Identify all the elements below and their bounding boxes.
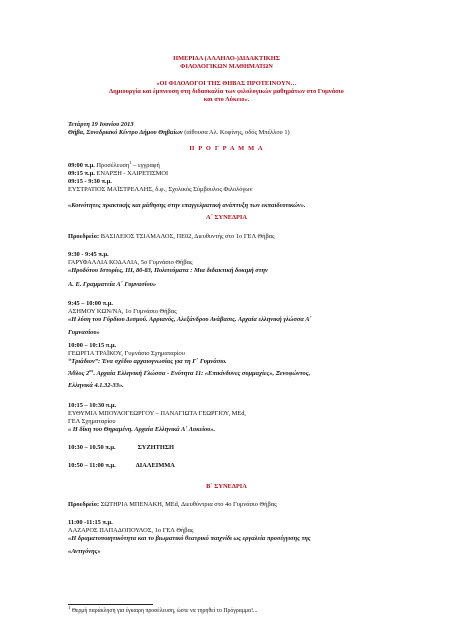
ordinal-suffix: ος	[89, 367, 94, 373]
time-label: 09:15 π.μ.	[68, 170, 95, 177]
talk-1-title-line-1: «Ηροδότου Ιστορίες, ΙΙΙ, 80-83, Πολιτεύματα : Μια διδακτική δοκιμή στην	[68, 267, 268, 274]
session-b-heading: Β΄ ΣΥΝΕΔΡΙΑ	[206, 483, 247, 490]
talk-5-title-line-1: «Η δραματοποιητικότητα και το βιωματικό θεατρικό παιχνίδι ως εργαλεία προσέγγισης της	[68, 535, 311, 542]
footnote-mark: 1	[68, 605, 71, 611]
footnote-separator	[68, 604, 153, 605]
footnote-text: Θερμή παράκληση για έγκαιρη προσέλευση, ώστε να τηρηθεί το Πρόγραμμα!...	[70, 608, 258, 614]
event-subtitle-line-2: Δημιουργία και έμπνευση στη διδασκαλία των φιλολογικών μαθημάτων στο Γυμνάσιο	[109, 88, 344, 95]
opening-line-arrival	[68, 159, 160, 170]
discussion-label: ΣΥΖΗΤΗΣΗ	[137, 444, 175, 451]
chair-label: Προεδρείο:	[68, 501, 100, 508]
programme-heading: Π Ρ Ο Γ Ρ Α Μ Μ Α	[189, 145, 264, 152]
keynote-time: 09:15 - 9:30 π.μ.	[68, 178, 112, 185]
talk-3-title-text: . Αρχαία Ελληνική Γλώσσα - Ενότητα 11: «Επικίνδυνες συμμαχίες», Ξενοφώντος,	[93, 370, 311, 377]
talk-3-title-line-2	[68, 367, 311, 378]
talk-2-title-line-1: «Η λύση του Γόρδιου Δεσμού. Αρριανός, Αλεξάνδρου Ανάβασις. Αρχαία ελληνική γλώσσα Α΄	[68, 316, 312, 323]
keynote-speaker: ΕΥΣΤΡΑΤΙΟΣ ΜΑΪΣΤΡΕΛΛΗΣ, δ.φ., Σχολικός Σύμβουλος Φιλολόγων	[68, 186, 253, 193]
talk-3-title-line-3: Ελληνικά 4.1.32-33».	[68, 382, 124, 389]
opening-text: ΕΝΑΡΞΗ - ΧΑΙΡΕΤΙΣΜΟΙ	[94, 170, 169, 177]
talk-5-title-line-2: «Αντιγόνης»	[68, 548, 101, 555]
talk-2-time: 9:45 – 10:00 π.μ.	[68, 300, 113, 307]
time-label: 09:00 π.μ.	[68, 162, 95, 169]
talk-1-time: 9:30 - 9:45 π.μ.	[68, 251, 109, 258]
talk-1-speaker: ΓΑΡΥΦΑΛΛΙΑ ΚΟΔΑΛΙΑ, 5ο Γυμνάσιο Θήβας	[68, 259, 193, 266]
chair-label: Προεδρείο:	[68, 233, 100, 240]
talk-3-title-text: : Ένα σχέδιο αρχαιογνωσίας για τη Γ΄ Γυμνάσιο.	[97, 358, 227, 365]
chair-text: ΣΩΤΗΡΙΑ ΜΠΕΝΑΚΗ, MEd, Διευθύντρια στο 4ο Γυμνάσιο Θήβας	[99, 501, 277, 508]
talk-4-title: « Η δίκη του Θηραμένη. Αρχαία Ελληνικά Α΄ Λυκείου».	[68, 426, 216, 433]
venue-address: (αίθουσα Αλ. Κοφίνης, οδός Μπέλλου 1)	[182, 129, 290, 136]
session-a-chair	[68, 233, 275, 241]
footnote	[68, 607, 257, 615]
event-date: Τετάρτη 19 Ιουνίου 2013	[68, 121, 134, 128]
event-subtitle-line-3: και στο Λύκειο».	[203, 96, 250, 103]
talk-4-speaker: ΕΥΘΥΜΙΑ ΜΠΟΥΛΟΓΕΩΡΓΟΥ – ΠΑΝΑΓΙΩΤΑ ΓΕΩΡΓΙΟΥ, MEd,	[68, 410, 247, 417]
talk-2-title-line-2: Γυμνασίου»	[68, 329, 100, 336]
opening-line-start	[68, 170, 168, 178]
arrival-text-rest: – εγγραφή	[131, 162, 160, 169]
discussion-row	[68, 444, 174, 452]
talk-3-speaker: ΓΕΩΡΓΙΑ ΤΡΑΪΚΟΥ, Γυμνάσιο Σχηματαρίου	[68, 350, 185, 357]
talk-3-time: 10:00 – 10:15 π.μ.	[68, 342, 117, 349]
arrival-text: Προσέλευση	[94, 162, 130, 169]
talk-3-title-line-1	[68, 358, 227, 366]
talk-2-speaker: ΑΣΗΜΟΥ ΚΩΝ/ΝΑ, 1ο Γυμνάσιο Θήβας	[68, 308, 177, 315]
chair-text: ΒΑΣΙΛΕΙΟΣ ΤΣΙΑΜΑΛΟΣ, ΠΕ02, Διευθυντής στο 1ο ΓΕΛ Θήβας	[99, 233, 275, 240]
event-title-line-2: ΦΙΛΟΛΟΓΙΚΩΝ ΜΑΘΗΜΑΤΩΝ	[180, 63, 273, 70]
event-subtitle-line-1: «ΟΙ ΦΙΛΟΛΟΓΟΙ ΤΗΣ ΘΗΒΑΣ ΠΡΟΤΕΙΝΟΥΝ…	[156, 80, 297, 87]
event-title-line-1: ΗΜΕΡΙΔΑ (ΑΛΛΗΛΟ-)ΔΙΔΑΚΤΙΚΗΣ	[173, 55, 280, 62]
footnote-reference[interactable]: 1	[129, 159, 132, 165]
session-b-chair	[68, 501, 277, 509]
talk-5-time: 11:00 -11:15 π.μ.	[68, 519, 113, 526]
break-time: 10:50 – 11:00 π.μ.	[68, 462, 116, 469]
triadion-label: “Τριάδιον”	[68, 358, 98, 365]
talk-1-title-line-2: Α. Ε. Γραμματεία Α΄ Γυμνασίου»	[68, 281, 157, 288]
talk-5-speaker: ΛΑΖΑΡΟΣ ΠΑΠΑΔΟΠΟΥΛΟΣ, 1ο ΓΕΛ Θήβας	[68, 527, 194, 534]
session-a-heading: Α΄ ΣΥΝΕΔΡΙΑ	[205, 214, 248, 221]
break-row	[68, 462, 175, 470]
venue-name: Θήβα, Συνεδριακό Κέντρο Δήμου Θηβαίων	[68, 129, 183, 136]
keynote-title: «Κοινότητες πρακτικής και μάθησης στην επαγγελματική ανάπτυξη των εκπαιδευτικών».	[68, 202, 306, 209]
event-venue	[68, 129, 290, 137]
athlos-label: Άθλος 2	[68, 370, 90, 377]
discussion-time: 10:30 – 10.50 π.μ.	[68, 444, 116, 451]
break-label: ΔΙΑΛΕΙΜΜΑ	[135, 462, 175, 469]
talk-4-school: ΓΕΛ Σχηματαρίου	[68, 418, 116, 425]
talk-4-time: 10:15 – 10:30 π.μ.	[68, 402, 117, 409]
